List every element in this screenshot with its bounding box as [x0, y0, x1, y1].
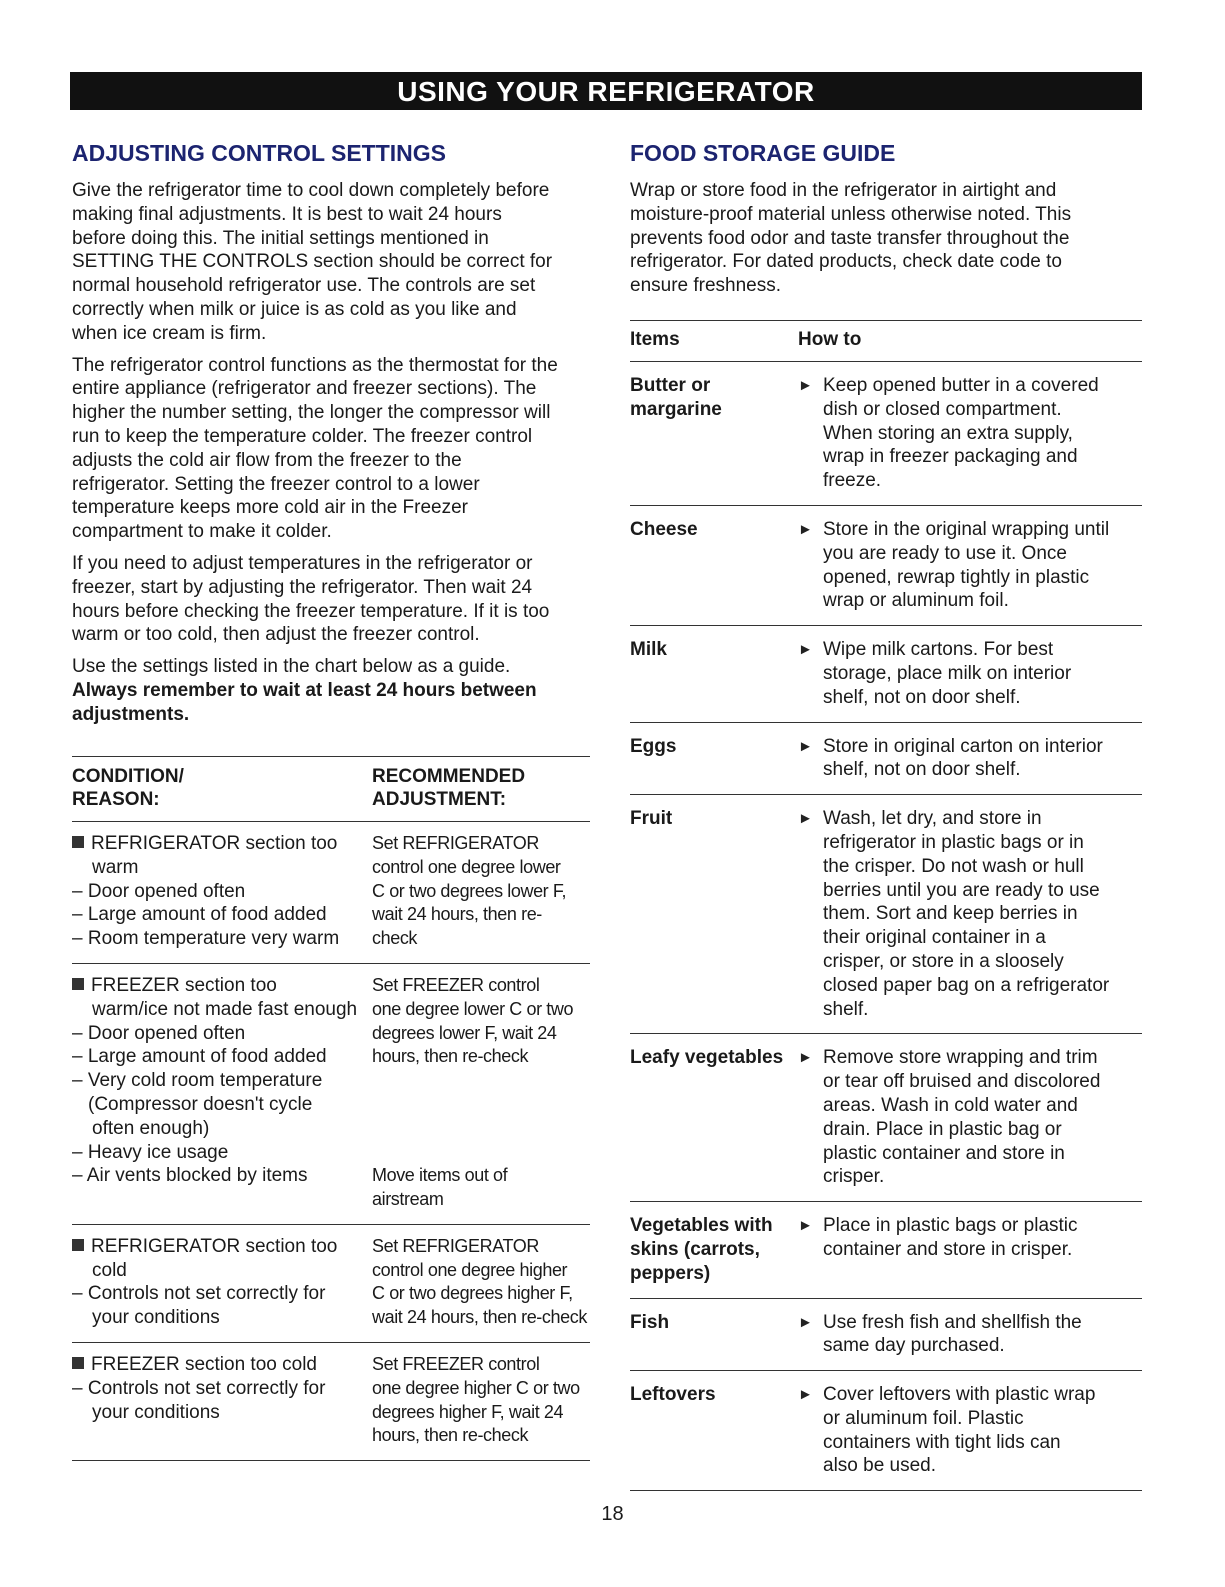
- bold-note-line: Always remember to wait at least 24 hours between: [72, 679, 537, 701]
- header-line: RECOMMENDED: [372, 766, 526, 787]
- text-line: Set REFRIGERATOR: [372, 833, 539, 853]
- text-line: warm/ice not made fast enough: [92, 998, 358, 1020]
- square-bullet-icon: [72, 836, 84, 848]
- text-line: Eggs: [630, 735, 677, 757]
- text-line: Fruit: [630, 808, 673, 830]
- text-line: berries until you are ready to use: [823, 879, 1100, 901]
- bold-note: [72, 679, 590, 727]
- how-to-cell: [798, 807, 1142, 1021]
- table-row: [630, 1202, 1142, 1297]
- adjusting-paragraphs: [72, 179, 590, 679]
- text-line: Leafy vegetables: [630, 1047, 784, 1069]
- text-line: – Large amount of food added: [72, 1046, 327, 1068]
- text-line: control one degree lower: [372, 856, 561, 877]
- text-line: opened, rewrap tightly in plastic: [823, 566, 1090, 588]
- condition-cell: [72, 1353, 372, 1448]
- text-line: wrap or aluminum foil.: [823, 590, 1009, 612]
- text-line: Wrap or store food in the refrigerator in airtight and: [630, 180, 1057, 201]
- triangle-bullet-icon: ►: [798, 1217, 813, 1235]
- text-line: – Heavy ice usage: [72, 1141, 229, 1163]
- table-row: [72, 1225, 590, 1342]
- table-row: [72, 822, 590, 963]
- section-heading-food-storage: FOOD STORAGE GUIDE: [630, 140, 896, 166]
- text-line: compartment to make it colder.: [72, 521, 332, 543]
- text-line: Set FREEZER control: [372, 1353, 540, 1374]
- condition-title-line: [72, 1235, 372, 1259]
- text-line: moisture-proof material unless otherwise noted. This: [630, 203, 1072, 225]
- food-item-cell: [630, 1046, 798, 1189]
- text-line: Give the refrigerator time to cool down completely before: [72, 180, 550, 201]
- text-line: prevents food odor and taste transfer throughout the: [630, 227, 1070, 249]
- text-line: shelf.: [823, 998, 869, 1020]
- conditions-table: [72, 756, 590, 1461]
- square-bullet-icon: [72, 978, 84, 990]
- triangle-bullet-icon: ►: [798, 1313, 813, 1331]
- how-to-cell: [798, 735, 1142, 783]
- text-line: Place in plastic bags or plastic: [823, 1215, 1078, 1237]
- text-line: the crisper. Do not wash or hull: [823, 855, 1084, 877]
- header-line: CONDITION/: [72, 766, 184, 787]
- text-line: container and store in crisper.: [823, 1238, 1073, 1260]
- text-line: drain. Place in plastic bag or: [823, 1118, 1062, 1140]
- paragraph: [72, 655, 590, 679]
- text-line: hours, then re-check: [372, 1046, 529, 1067]
- food-table-body: [630, 362, 1142, 1491]
- text-line: plastic container and store in: [823, 1142, 1065, 1164]
- text-line: ensure freshness.: [630, 275, 782, 297]
- table-rule: [630, 1490, 1142, 1491]
- text-line: same day purchased.: [823, 1335, 1005, 1357]
- text-line: Use the settings listed in the chart below as a guide.: [72, 656, 511, 678]
- food-item-cell: [630, 807, 798, 1021]
- text-line: skins (carrots,: [630, 1238, 760, 1260]
- text-line: often enough): [92, 1117, 210, 1139]
- text-line: airstream: [372, 1188, 444, 1209]
- header-recommended-adjustment: [372, 765, 590, 811]
- spacer: [372, 1069, 590, 1164]
- text-line: – Controls not set correctly for: [72, 1377, 326, 1399]
- page-number: 18: [601, 1503, 624, 1525]
- text-line: when ice cream is firm.: [72, 322, 267, 344]
- table-row: [630, 362, 1142, 505]
- how-to-cell: [798, 374, 1142, 493]
- text-line: run to keep the temperature colder. The freezer control: [72, 425, 533, 447]
- food-item-cell: [630, 374, 798, 493]
- text-line: peppers): [630, 1262, 711, 1284]
- adjustment-cell: [372, 832, 590, 951]
- triangle-bullet-icon: ►: [798, 810, 813, 828]
- text-line: crisper, or store in a sloosely: [823, 950, 1064, 972]
- text-line: – Large amount of food added: [72, 904, 327, 926]
- text-line: – Door opened often: [72, 880, 246, 902]
- text-line: – Very cold room temperature: [72, 1070, 323, 1092]
- text-line: or tear off bruised and discolored: [823, 1071, 1101, 1093]
- condition-title: REFRIGERATOR section too: [91, 833, 338, 854]
- square-bullet-icon: [72, 1357, 84, 1369]
- text-line: Wipe milk cartons. For best: [823, 639, 1054, 661]
- text-line: Move items out of: [372, 1165, 508, 1186]
- food-item-cell: [630, 1383, 798, 1478]
- triangle-bullet-icon: ►: [798, 1386, 813, 1404]
- text-line: adjusts the cold air flow from the freezer to the: [72, 449, 462, 471]
- text-line: C or two degrees lower F,: [372, 880, 567, 901]
- text-line: Leftovers: [630, 1384, 716, 1406]
- condition-cell: [72, 1235, 372, 1330]
- text-line: crisper.: [823, 1166, 885, 1188]
- text-line: storage, place milk on interior: [823, 662, 1072, 684]
- text-line: hours, then re-check: [372, 1425, 529, 1446]
- text-line: containers with tight lids can: [823, 1431, 1061, 1453]
- table-row: [630, 506, 1142, 625]
- header-line: ADJUSTMENT:: [372, 789, 507, 810]
- condition-title-line: [72, 1353, 372, 1377]
- text-line: one degree higher C or two: [372, 1377, 580, 1398]
- text-line: The refrigerator control functions as the thermostat for the: [72, 354, 558, 376]
- text-line: – Room temperature very warm: [72, 928, 340, 950]
- text-line: before doing this. The initial settings mentioned in: [72, 227, 489, 249]
- triangle-bullet-icon: ►: [798, 520, 813, 538]
- square-bullet-icon: [72, 1239, 84, 1251]
- food-item-cell: [630, 518, 798, 613]
- condition-title: FREEZER section too cold: [91, 1353, 317, 1375]
- text-line: making final adjustments. It is best to wait 24 hours: [72, 203, 502, 225]
- text-line: Fish: [630, 1311, 670, 1333]
- text-line: your conditions: [92, 1401, 220, 1423]
- condition-title: REFRIGERATOR section too: [91, 1235, 338, 1257]
- text-line: refrigerator. For dated products, check date code to: [630, 251, 1062, 273]
- text-line: areas. Wash in cold water and: [823, 1094, 1078, 1116]
- text-line: – Air vents blocked by items: [72, 1165, 308, 1187]
- triangle-bullet-icon: ►: [798, 1049, 813, 1067]
- triangle-bullet-icon: ►: [798, 737, 813, 755]
- table-rule: [72, 1460, 590, 1461]
- text-line: wrap in freezer packaging and: [823, 446, 1078, 468]
- adjustment-cell: [372, 1235, 590, 1330]
- food-item-cell: [630, 1214, 798, 1285]
- text-line: When storing an extra supply,: [823, 422, 1073, 444]
- table-row: [630, 795, 1142, 1033]
- table-row: [630, 626, 1142, 721]
- text-line: warm or too cold, then adjust the freezer control.: [72, 624, 480, 646]
- food-item-cell: [630, 638, 798, 709]
- text-line: margarine: [630, 398, 722, 420]
- text-line: – Controls not set correctly for: [72, 1283, 326, 1305]
- how-to-cell: [798, 638, 1142, 709]
- text-line: Use fresh fish and shellfish the: [823, 1311, 1082, 1333]
- text-line: Store in the original wrapping until: [823, 518, 1110, 540]
- text-line: control one degree higher: [372, 1259, 568, 1280]
- text-line: refrigerator. Setting the freezer control to a lower: [72, 473, 480, 495]
- condition-cell: [72, 974, 372, 1212]
- bold-note-line: adjustments.: [72, 703, 190, 725]
- text-line: Cheese: [630, 518, 698, 540]
- condition-title-line: [72, 974, 372, 998]
- text-line: Milk: [630, 639, 667, 661]
- text-line: Cover leftovers with plastic wrap: [823, 1384, 1096, 1406]
- food-table-header: [630, 321, 1142, 361]
- text-line: degrees higher F, wait 24: [372, 1401, 564, 1422]
- text-line: cold: [92, 1259, 127, 1281]
- food-item-cell: [630, 735, 798, 783]
- text-line: Set REFRIGERATOR: [372, 1235, 539, 1256]
- table-row: [72, 1343, 590, 1460]
- text-line: Butter or: [630, 375, 711, 396]
- conditions-table-body: [72, 822, 590, 1461]
- text-line: wait 24 hours, then re-: [372, 904, 542, 925]
- text-line: check: [372, 928, 418, 949]
- adjusting-control-settings-section: [72, 140, 590, 727]
- condition-title-line: [72, 832, 372, 856]
- paragraph: [72, 354, 590, 544]
- triangle-bullet-icon: ►: [798, 641, 813, 659]
- text-line: refrigerator in plastic bags or in: [823, 831, 1084, 853]
- text-line: higher the number setting, the longer the compressor will: [72, 402, 551, 424]
- text-line: Wash, let dry, and store in: [823, 808, 1042, 830]
- text-line: shelf, not on door shelf.: [823, 759, 1021, 781]
- text-line: your conditions: [92, 1307, 220, 1329]
- header-how-to: How to: [798, 329, 862, 350]
- text-line: Keep opened butter in a covered: [823, 375, 1099, 396]
- text-line: If you need to adjust temperatures in the refrigerator or: [72, 552, 533, 574]
- adjustment-cell: [372, 1353, 590, 1448]
- how-to-cell: [798, 518, 1142, 613]
- text-line: their original container in a: [823, 927, 1046, 949]
- text-line: closed paper bag on a refrigerator: [823, 974, 1110, 996]
- header-line: REASON:: [72, 789, 160, 810]
- how-to-cell: [798, 1311, 1142, 1359]
- text-line: freeze.: [823, 470, 882, 492]
- paragraph: [72, 179, 590, 346]
- text-line: Vegetables with: [630, 1215, 773, 1237]
- text-line: wait 24 hours, then re-check: [372, 1307, 587, 1328]
- text-line: correctly when milk or juice is as cold as you like and: [72, 298, 517, 320]
- food-storage-table: [630, 320, 1142, 1491]
- triangle-bullet-icon: ►: [798, 377, 813, 394]
- condition-title: FREEZER section too: [91, 974, 277, 996]
- table-row: [72, 964, 590, 1224]
- food-item-cell: [630, 1311, 798, 1359]
- header-items: Items: [630, 329, 680, 350]
- text-line: also be used.: [823, 1455, 937, 1477]
- text-line: warm: [92, 856, 139, 878]
- text-line: entire appliance (refrigerator and freezer sections). The: [72, 378, 537, 400]
- conditions-table-header: [72, 757, 590, 821]
- text-line: or aluminum foil. Plastic: [823, 1407, 1024, 1429]
- text-line: degrees lower F, wait 24: [372, 1022, 557, 1043]
- how-to-cell: [798, 1046, 1142, 1189]
- text-line: hours before checking the freezer temperature. If it is too: [72, 600, 550, 622]
- adjustment-cell: [372, 974, 590, 1212]
- how-to-cell: [798, 1214, 1142, 1285]
- food-storage-intro: [630, 179, 1144, 298]
- table-row: [630, 723, 1142, 795]
- table-row: [630, 1371, 1142, 1490]
- text-line: them. Sort and keep berries in: [823, 903, 1078, 925]
- text-line: dish or closed compartment.: [823, 398, 1062, 420]
- text-line: shelf, not on door shelf.: [823, 686, 1021, 708]
- text-line: normal household refrigerator use. The controls are set: [72, 275, 536, 297]
- food-storage-guide-section: [630, 140, 1144, 306]
- text-line: – Door opened often: [72, 1022, 246, 1044]
- page-banner-title: USING YOUR REFRIGERATOR: [70, 72, 1142, 110]
- table-row: [630, 1299, 1142, 1371]
- text-line: (Compressor doesn't cycle: [88, 1093, 313, 1115]
- text-line: temperature keeps more cold air in the Freezer: [72, 497, 469, 519]
- header-condition-reason: [72, 765, 372, 811]
- section-heading-adjusting: ADJUSTING CONTROL SETTINGS: [72, 140, 446, 166]
- text-line: SETTING THE CONTROLS section should be correct for: [72, 251, 553, 273]
- text-line: C or two degrees higher F,: [372, 1283, 573, 1304]
- how-to-cell: [798, 1383, 1142, 1478]
- text-line: one degree lower C or two: [372, 998, 574, 1019]
- text-line: you are ready to use it. Once: [823, 542, 1067, 564]
- text-line: Remove store wrapping and trim: [823, 1047, 1098, 1069]
- table-row: [630, 1034, 1142, 1201]
- condition-cell: [72, 832, 372, 951]
- text-line: Store in original carton on interior: [823, 735, 1103, 757]
- text-line: freezer, start by adjusting the refrigerator. Then wait 24: [72, 576, 533, 598]
- text-line: Set FREEZER control: [372, 974, 540, 995]
- paragraph: [72, 552, 590, 647]
